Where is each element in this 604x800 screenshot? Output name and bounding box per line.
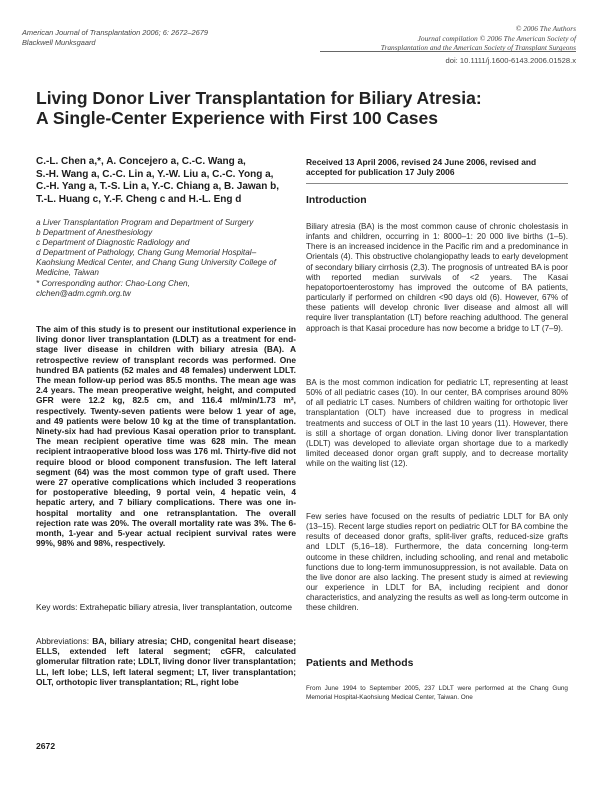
copyright-line-3: Transplantation and the American Society of Transplant Surgeons — [380, 43, 576, 52]
abstract: The aim of this study is to present our institutional experience in living donor liver transplantation (LDLT) as a treatment for end-stage liver disease in children with biliary atresia (BA). A retrospective review of transplant records was performed. One hundred BA patients (52 males and 48 females) underwent LDLT. The mean follow-up period was 85.5 months. The mean age was 2.4 years. The mean preoperative weight, height, and computed GFR were 12.2 kg, 82.5 cm, and 116.4 ml/min/1.73 m², respectively. Twenty-seven patients were below 1 year of age, and 49 patients were below 10 kg at the time of transplantation. Ninety-six had had previous Kasai operation prior to transplant. The mean recipient operative time was 628 min. The mean recipient intraoperative blood loss was 176 ml. Thirty-five did not require blood or blood component transfusion. The left lateral segment (64) was the most common type of graft used. There were 27 operative complications which included 3 reoperations for postoperative bleeding, 9 portal vein, 4 hepatic vein, 4 hepatic artery, and 7 biliary complications. There was one in-hospital mortality and one retransplantation. The overall rejection rate was 20%. The overall mortality rate was 3%. The 6-month, 1-year and 5-year actual recipient survival rates were 99%, 98% and 98%, respectively. — [36, 324, 296, 549]
affiliations — [36, 218, 286, 299]
copyright-block — [381, 24, 576, 53]
methods-paragraph: From June 1994 to September 2005, 237 LDLT were performed at the Chang Gung Memorial Hospital-Kaohsiung Medical Center, Taiwan. One — [306, 685, 568, 702]
corresponding-author: * Corresponding author: Chao-Long Chen, clchen@adm.cgmh.org.tw — [36, 278, 190, 298]
keywords — [36, 602, 296, 612]
affiliation: c Department of Diagnostic Radiology and — [36, 238, 190, 248]
author-line: S.-H. Wang a, C.-C. Lin a, Y.-W. Liu a, C.-C. Yong a, — [36, 168, 274, 180]
copyright-line-1: © 2006 The Authors — [515, 24, 576, 33]
methods-heading: Patients and Methods — [306, 658, 414, 669]
section-rule — [306, 183, 568, 184]
abbreviations-label: Abbreviations: — [36, 636, 90, 646]
keywords-text: Extrahepatic biliary atresia, liver transplantation, outcome — [79, 602, 293, 612]
author-line: T.-L. Huang c, Y.-F. Cheng c and H.-L. Eng d — [36, 193, 242, 205]
page-number: 2672 — [36, 741, 56, 751]
author-list — [36, 156, 286, 206]
journal-line: American Journal of Transplantation 2006; 6: 2672–2679 — [22, 28, 208, 37]
title-line-1: Living Donor Liver Transplantation for Biliary Atresia: — [36, 88, 482, 108]
intro-paragraph-3: Few series have focused on the results of pediatric LDLT for BA only (13–15). Recent large studies report on pediatric OLT for BA combine the results of deceased donor grafts, split-liver grafts, reduced-size grafts and LDLT (5,16–18). Furthermore, the data concerning long-term outcome in these children, including schooling, and renal and metabolic functions due to long-term immunosuppression, is not available. Data on the live donor are also lacking. The present study is aimed at reviewing our experience in LDLT for BA, including recipient and donor characteristics, and analyzing the results as well as long-term outcome in these children. — [306, 512, 568, 613]
intro-paragraph-2: BA is the most common indication for pediatric LT, representing at least 50% of all pediatric cases (10). In our center, BA comprises around 80% of all pediatric LT cases. Numbers of children waiting for orthotopic liver transplantation (OLT) have increased due to progress in medical treatments and success of OLT in the last 10 years (11). However, there is still a shortage of organ donation. Living donor liver transplantation (LDLT) was developed to alleviate organ shortage due to a markedly limited deceased donor organ graft supply, and to decrease mortality while on the waiting list (12). — [306, 378, 568, 469]
keywords-label: Key words: — [36, 602, 78, 612]
publisher-line: Blackwell Munksgaard — [22, 37, 96, 47]
intro-paragraph-1: Biliary atresia (BA) is the most common cause of chronic cholestasis in infants and children, occurring in 1: 8000–1: 20 000 live births (1–5). There is an increased incidence in the Pacific rim and a predominance in Orientals (4). This obstructive cholangiopathy leads to early development of secondary biliary cirrhosis (2,3). The prognosis of untreated BA is poor with reported median survivals of <2 years. The Kasai hepatoportoenterostomy has improved the outcome of BA patients, particularly if performed on children <90 days old (6). However, 67% of these patients will develop chronic liver disease and almost all will require liver transplantation (LT) before reaching adulthood. The general approach is that Kasai procedure has now become a bridge to LT (7–9). — [306, 222, 568, 333]
affiliation: b Department of Anesthesiology — [36, 228, 153, 238]
introduction-heading: Introduction — [306, 195, 367, 206]
article-title — [36, 88, 576, 128]
abbreviations-text: BA, biliary atresia; CHD, congenital heart disease; ELLS, extended left lateral segment; cGFR, calculated glomerular filtration rate; LDLT, living donor liver transplantation; LL, left lobe; LLS, left lateral segment; LT, liver transplantation; OLT, orthotopic liver transplantation; RL, right lobe — [36, 636, 297, 687]
journal-citation — [22, 28, 208, 47]
title-line-2: A Single-Center Experience with First 100 Cases — [36, 108, 438, 128]
author-line: C.-H. Yang a, T.-S. Lin a, Y.-C. Chiang a, B. Jawan b, — [36, 181, 280, 193]
header-rule — [320, 51, 576, 52]
doi[interactable]: doi: 10.1111/j.1600-6143.2006.01528.x — [445, 56, 576, 65]
abbreviations — [36, 636, 296, 687]
copyright-line-2: Journal compilation © 2006 The American Society of — [417, 33, 576, 43]
author-line: C.-L. Chen a,*, A. Concejero a, C.-C. Wang a, — [36, 156, 246, 167]
affiliation: d Department of Pathology, Chang Gung Memorial Hospital–Kaohsiung Medical Center, and Chang Gung University College of Medicine, Taiwan — [36, 248, 276, 278]
affiliation: a Liver Transplantation Program and Department of Surgery — [36, 218, 254, 227]
received-dates: Received 13 April 2006, revised 24 June 2006, revised and accepted for publication 17 July 2006 — [306, 157, 537, 178]
